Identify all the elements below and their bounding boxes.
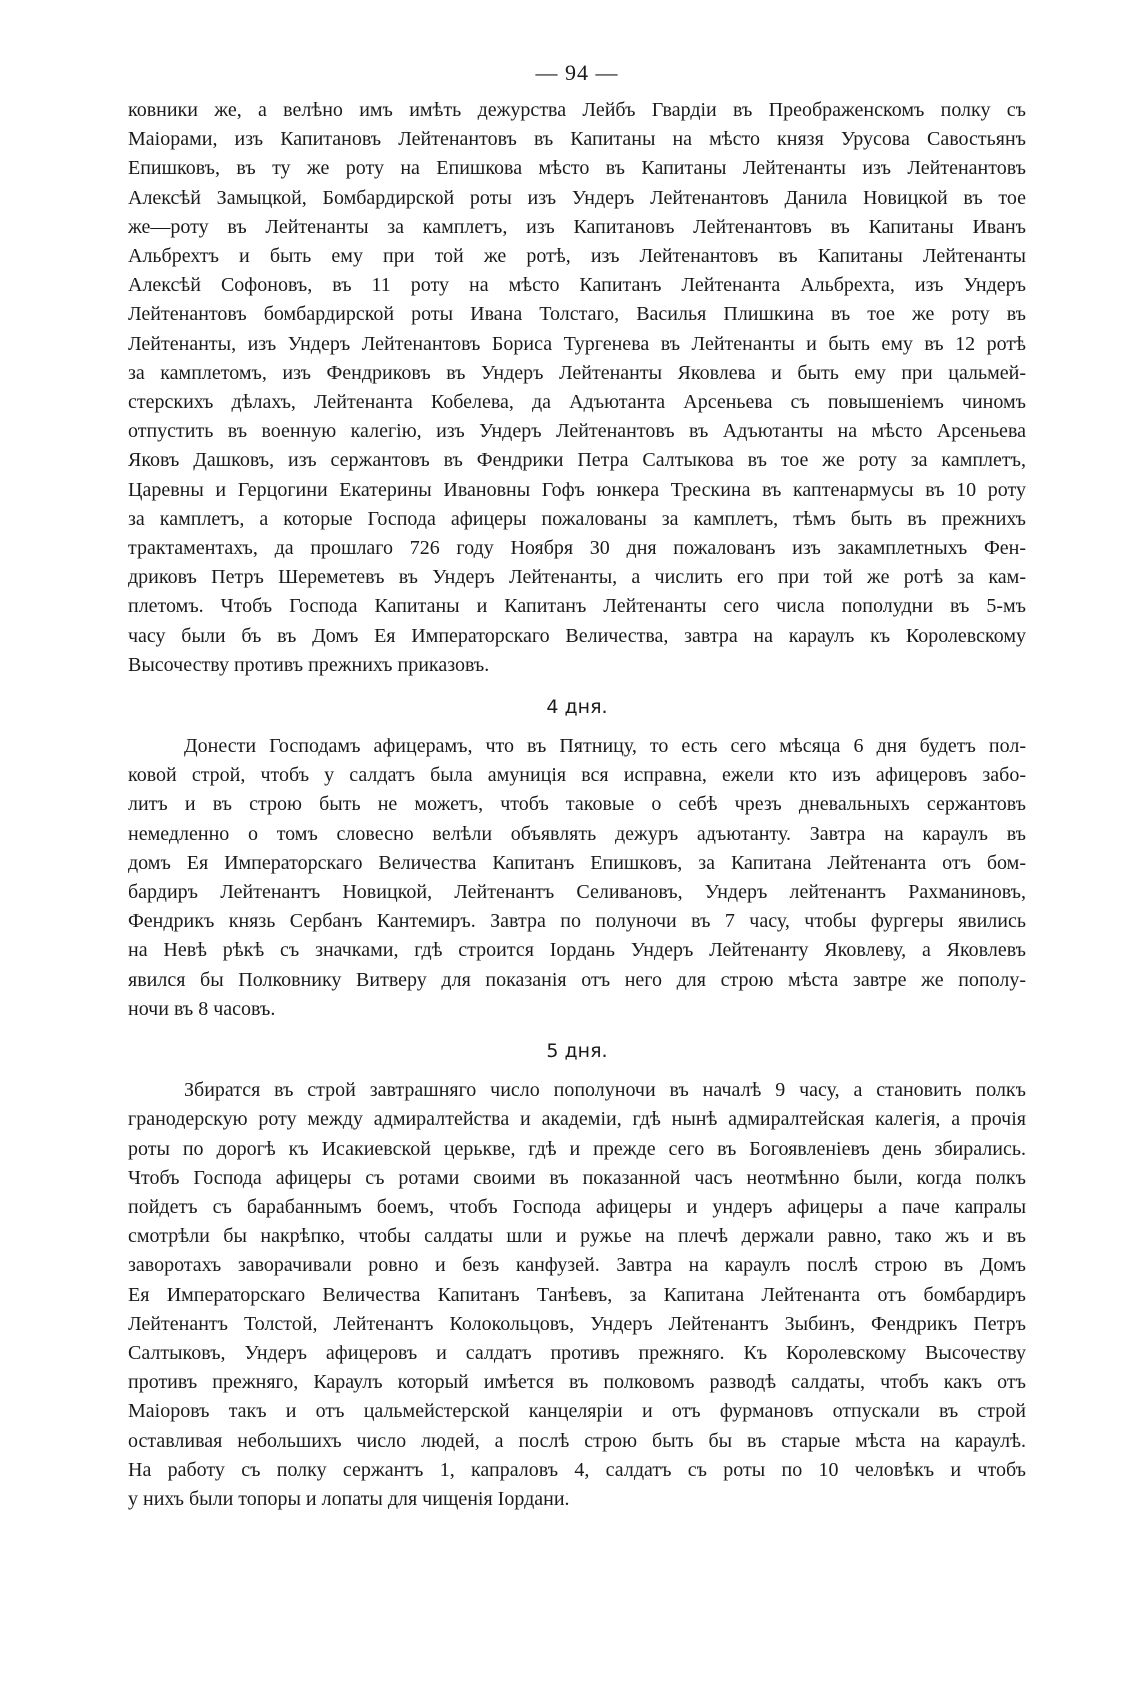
text-line: Фендрикъ князь Сербанъ Кантемиръ. Завтра по полуночи въ 7 часу, чтобы фургеры явились [128,910,1026,933]
text-line: Яковъ Дашковъ, изъ сержантовъ въ Фендрики Петра Салтыкова въ тое же роту за камплетъ, [128,449,1026,472]
text-line: Алексѣй Софоновъ, въ 11 роту на мѣсто Капитанъ Лейтенанта Альбрехта, изъ Ундеръ [128,274,1026,297]
text-line: дриковъ Петръ Шереметевъ въ Ундеръ Лейтенанты, а числить его при той же ротѣ за кам- [128,566,1026,589]
text-line: стерскихъ дѣлахъ, Лейтенанта Кобелева, да Адъютанта Арсеньева съ повышеніемъ чиномъ [128,391,1026,414]
text-line: у нихъ были топоры и лопаты для чищенія Іордани. [128,1487,570,1510]
text-line: Лейтенантъ Толстой, Лейтенантъ Колокольцовъ, Ундеръ Лейтенантъ Зыбинъ, Фендрикъ Петръ [128,1312,1026,1335]
text-line: На работу съ полку сержантъ 1, капраловъ 4, салдатъ съ роты по 10 человѣкъ и чтобъ [128,1458,1026,1481]
text-line: плетомъ. Чтобъ Господа Капитаны и Капитанъ Лейтенанты сего числа пополудни въ 5-мъ [128,595,1026,618]
page-number: — 94 — [535,60,619,85]
text-line: часу были бъ въ Домъ Ея Императорскаго Величества, завтра на караулъ къ Королевскому [128,624,1026,647]
text-line: литъ и въ строю быть не можетъ, чтобъ таковые о себѣ чрезъ дневальныхъ сержантовъ [128,793,1026,816]
text-line: Царевны и Герцогини Екатерины Ивановны Гофъ юнкера Трескина въ каптенармусы въ 10 роту [128,478,1026,501]
text-line: ночи въ 8 часовъ. [128,997,276,1020]
text-line: противъ прежняго, Караулъ который имѣется въ полковомъ разводѣ салдаты, чтобъ какъ отъ [128,1371,1026,1394]
text-line: Высочеству противъ прежнихъ приказовъ. [128,653,490,676]
text-line: Алексѣй Замыцкой, Бомбардирской роты изъ Ундеръ Лейтенантовъ Данила Новицкой въ тое [128,186,1026,209]
text-line: Салтыковъ, Ундеръ афицеровъ и салдатъ противъ прежняго. Къ Королевскому Высочеству [128,1341,1026,1364]
text-line: немедленно о томъ словесно велѣли объявлять дежуръ адъютанту. Завтра на караулъ въ [128,822,1026,845]
text-line: на Невѣ рѣкѣ съ значками, гдѣ строится Іордань Ундеръ Лейтенанту Яковлеву, а Яковлевъ [128,939,1026,962]
text-line: оставливая небольшихъ число людей, а послѣ строю быть бы въ старые мѣста на караулѣ. [128,1429,1026,1452]
text-line: Лейтенанты, изъ Ундеръ Лейтенантовъ Бориса Тургенева въ Лейтенанты и быть ему въ 12 ротѣ [128,332,1026,355]
text-line: смотрѣли бы накрѣпко, чтобы салдаты шли и ружье на плечѣ держали равно, тако жъ и въ [128,1225,1026,1248]
text-line: Чтобъ Господа афицеры съ ротами своими въ показанной часъ неотмѣнно были, когда полкъ [128,1166,1026,1189]
paragraph-day-5 [128,1076,1026,1514]
text-line: ковники же, а велѣно имъ имѣть дежурства Лейбъ Гвардіи въ Преображенскомъ полку съ [128,99,1026,121]
text-line: бардиръ Лейтенантъ Новицкой, Лейтенантъ Селивановъ, Ундеръ лейтенантъ Рахманиновъ, [128,881,1026,904]
section-heading-day-5: 5 дня. [546,1040,608,1063]
text-line: Маіоровъ такъ и отъ цальмейстерской канцеляріи и отъ фурмановъ отпускали въ строй [128,1400,1026,1423]
text-line: заворотахъ заворачивали ровно и безъ канфузей. Завтра на караулъ послѣ строю въ Домъ [128,1254,1026,1277]
text-line: за камплетъ, а которые Господа афицеры пожалованы за камплетъ, тѣмъ быть въ прежнихъ [128,507,1026,530]
text-line: домъ Ея Императорскаго Величества Капитанъ Епишковъ, за Капитана Лейтенанта отъ бом- [128,851,1026,874]
text-line: же—роту въ Лейтенанты за камплетъ, изъ Капитановъ Лейтенантовъ въ Капитаны Иванъ [128,215,1026,238]
text-line: Маіорами, изъ Капитановъ Лейтенантовъ въ Капитаны на мѣсто князя Урусова Савостьянъ [128,128,1026,151]
text-line: трактаментахъ, да прошлаго 726 году Ноября 30 дня пожалованъ изъ закамплетныхъ Фен- [128,537,1026,560]
text-line: отпустить въ военную калегію, изъ Ундеръ Лейтенантовъ въ Адъютанты на мѣсто Арсеньева [128,420,1026,443]
text-line: Альбрехтъ и быть ему при той же ротѣ, изъ Лейтенантовъ въ Капитаны Лейтенанты [128,245,1026,268]
text-line: явился бы Полковнику Витверу для показанія отъ него для строю мѣста завтре же пополу- [128,968,1026,991]
document-page [128,58,1026,1514]
text-line: Ея Императорскаго Величества Капитанъ Танѣевъ, за Капитана Лейтенанта отъ бомбардиръ [128,1283,1026,1306]
text-line: Епишковъ, въ ту же роту на Епишкова мѣсто въ Капитаны Лейтенанты изъ Лейтенантовъ [128,157,1026,180]
text-line: пойдетъ съ барабаннымъ боемъ, чтобъ Господа афицеры и ундеръ афицеры а паче капралы [128,1195,1026,1218]
text-line: гранодерскую роту между адмиралтейства и академіи, гдѣ нынѣ адмиралтейская калегія, а прочія [128,1108,1026,1131]
text-line: Донести Господамъ афицерамъ, что въ Пятницу, то есть сего мѣсяца 6 дня будетъ пол- [184,735,1026,758]
text-line: за камплетомъ, изъ Фендриковъ въ Ундеръ Лейтенанты Яковлева и быть ему при цальмей- [128,361,1026,384]
text-line: Лейтенантовъ бомбардирской роты Ивана Толстаго, Василья Плишкина въ тое же роту въ [128,303,1026,326]
section-heading-day-4: 4 дня. [546,696,608,719]
text-line: роты по дорогѣ къ Исакиевской церькве, гдѣ и прежде сего въ Богоявленіевъ день збирались. [128,1137,1026,1160]
text-line: ковой строй, чтобъ у салдатъ была амуниція вся исправна, ежели кто изъ афицеровъ забо- [128,764,1026,787]
paragraph-intro [128,96,1026,680]
text-line: Збиратся въ строй завтрашняго число пополуночи въ началѣ 9 часу, а становить полкъ [184,1079,1026,1102]
paragraph-day-4 [128,732,1026,1024]
